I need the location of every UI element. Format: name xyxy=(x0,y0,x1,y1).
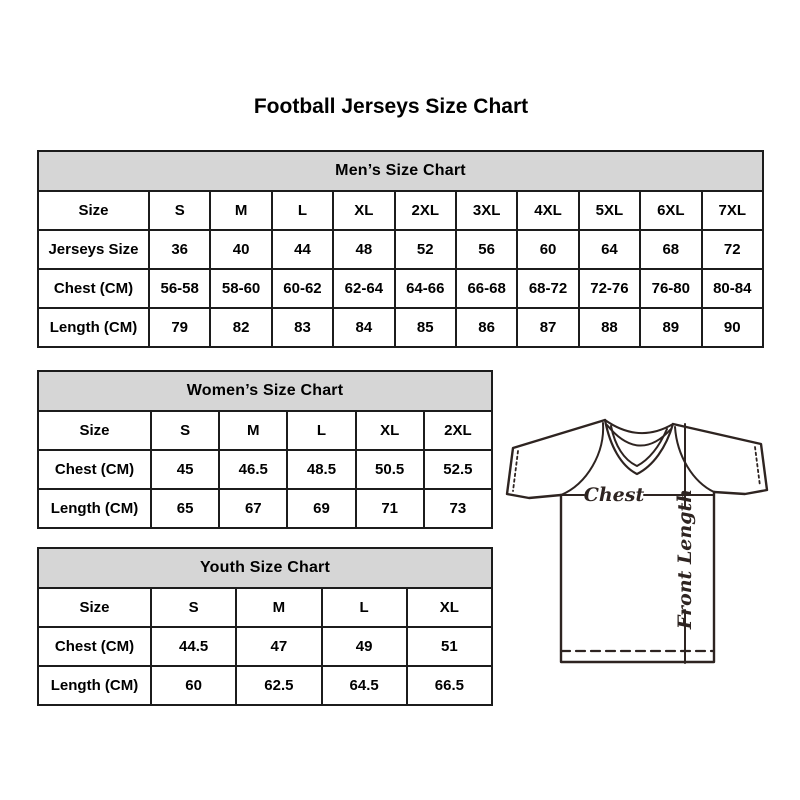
size-value-cell: 80-84 xyxy=(702,269,763,308)
size-value-cell: 7XL xyxy=(702,191,763,230)
jersey-right-sleeve xyxy=(673,424,767,494)
size-value-cell: 82 xyxy=(210,308,271,347)
row-label-cell: Size xyxy=(38,411,151,450)
size-value-cell: 68 xyxy=(640,230,701,269)
womens-table-title: Women’s Size Chart xyxy=(38,371,492,411)
left-cuff-stitch-line xyxy=(513,451,518,491)
right-cuff-stitch-line xyxy=(755,447,760,486)
size-value-cell: 64-66 xyxy=(395,269,456,308)
size-value-cell: XL xyxy=(407,588,492,627)
row-label-cell: Chest (CM) xyxy=(38,450,151,489)
collar-back-arc-outer xyxy=(605,420,673,433)
table-row xyxy=(38,308,763,347)
right-armhole-seam xyxy=(675,427,714,492)
size-value-cell: 44.5 xyxy=(151,627,236,666)
mens-table-body xyxy=(38,191,763,347)
size-value-cell: 87 xyxy=(517,308,578,347)
size-value-cell: M xyxy=(210,191,271,230)
size-value-cell: 51 xyxy=(407,627,492,666)
page-title: Football Jerseys Size Chart xyxy=(253,95,529,118)
row-label-cell: Chest (CM) xyxy=(38,269,149,308)
size-value-cell: 69 xyxy=(287,489,355,528)
size-value-cell: 3XL xyxy=(456,191,517,230)
row-label-cell: Length (CM) xyxy=(38,666,151,705)
size-value-cell: 49 xyxy=(322,627,407,666)
table-row xyxy=(38,269,763,308)
table-row xyxy=(38,627,492,666)
size-value-cell: 56 xyxy=(456,230,517,269)
size-value-cell: 40 xyxy=(210,230,271,269)
size-value-cell: S xyxy=(151,411,219,450)
size-value-cell: 67 xyxy=(219,489,287,528)
womens-table-body xyxy=(38,411,492,528)
size-value-cell: 50.5 xyxy=(356,450,424,489)
size-value-cell: 64 xyxy=(579,230,640,269)
size-value-cell: S xyxy=(149,191,210,230)
size-value-cell: 76-80 xyxy=(640,269,701,308)
row-label-cell: Length (CM) xyxy=(38,489,151,528)
row-label-cell: Length (CM) xyxy=(38,308,149,347)
size-value-cell: S xyxy=(151,588,236,627)
size-value-cell: 85 xyxy=(395,308,456,347)
size-value-cell: 2XL xyxy=(424,411,492,450)
size-value-cell: XL xyxy=(356,411,424,450)
table-row xyxy=(38,450,492,489)
size-value-cell: 62-64 xyxy=(333,269,394,308)
size-value-cell: M xyxy=(236,588,321,627)
size-value-cell: 88 xyxy=(579,308,640,347)
size-value-cell: L xyxy=(322,588,407,627)
size-value-cell: 64.5 xyxy=(322,666,407,705)
mens-table-title: Men’s Size Chart xyxy=(38,151,763,191)
size-value-cell: 45 xyxy=(151,450,219,489)
size-value-cell: 62.5 xyxy=(236,666,321,705)
size-value-cell: 89 xyxy=(640,308,701,347)
chest-label: Chest xyxy=(583,484,645,506)
size-value-cell: 71 xyxy=(356,489,424,528)
size-value-cell: 79 xyxy=(149,308,210,347)
size-value-cell: 66-68 xyxy=(456,269,517,308)
size-value-cell: 60 xyxy=(517,230,578,269)
size-value-cell: 68-72 xyxy=(517,269,578,308)
size-value-cell: 73 xyxy=(424,489,492,528)
size-value-cell: 5XL xyxy=(579,191,640,230)
size-value-cell: 46.5 xyxy=(219,450,287,489)
row-label-cell: Chest (CM) xyxy=(38,627,151,666)
size-value-cell: XL xyxy=(333,191,394,230)
size-value-cell: 65 xyxy=(151,489,219,528)
table-title-row xyxy=(38,371,492,411)
size-value-cell: 44 xyxy=(272,230,333,269)
size-value-cell: 86 xyxy=(456,308,517,347)
size-value-cell: 90 xyxy=(702,308,763,347)
size-value-cell: 47 xyxy=(236,627,321,666)
table-title-row xyxy=(38,151,763,191)
row-label-cell: Size xyxy=(38,588,151,627)
size-value-cell: 72-76 xyxy=(579,269,640,308)
size-value-cell: 36 xyxy=(149,230,210,269)
size-value-cell: 83 xyxy=(272,308,333,347)
size-value-cell: 4XL xyxy=(517,191,578,230)
youth-table-body xyxy=(38,588,492,705)
size-value-cell: 72 xyxy=(702,230,763,269)
mens-size-chart-table xyxy=(37,150,764,348)
youth-table-title: Youth Size Chart xyxy=(38,548,492,588)
womens-size-chart-table xyxy=(37,370,493,529)
table-row xyxy=(38,411,492,450)
jersey-measurement-diagram xyxy=(503,398,773,668)
table-row xyxy=(38,489,492,528)
size-value-cell: 6XL xyxy=(640,191,701,230)
size-value-cell: 60 xyxy=(151,666,236,705)
size-value-cell: 60-62 xyxy=(272,269,333,308)
size-value-cell: 66.5 xyxy=(407,666,492,705)
size-value-cell: 2XL xyxy=(395,191,456,230)
size-value-cell: L xyxy=(272,191,333,230)
size-value-cell: L xyxy=(287,411,355,450)
youth-size-chart-table xyxy=(37,547,493,706)
size-value-cell: 52 xyxy=(395,230,456,269)
size-value-cell: 58-60 xyxy=(210,269,271,308)
size-value-cell: 48 xyxy=(333,230,394,269)
table-row xyxy=(38,191,763,230)
size-value-cell: 56-58 xyxy=(149,269,210,308)
table-row xyxy=(38,230,763,269)
size-value-cell: 84 xyxy=(333,308,394,347)
table-row xyxy=(38,666,492,705)
front-length-label: Front Length xyxy=(674,488,696,630)
size-value-cell: 52.5 xyxy=(424,450,492,489)
size-value-cell: M xyxy=(219,411,287,450)
row-label-cell: Jerseys Size xyxy=(38,230,149,269)
table-title-row xyxy=(38,548,492,588)
row-label-cell: Size xyxy=(38,191,149,230)
table-row xyxy=(38,588,492,627)
size-value-cell: 48.5 xyxy=(287,450,355,489)
